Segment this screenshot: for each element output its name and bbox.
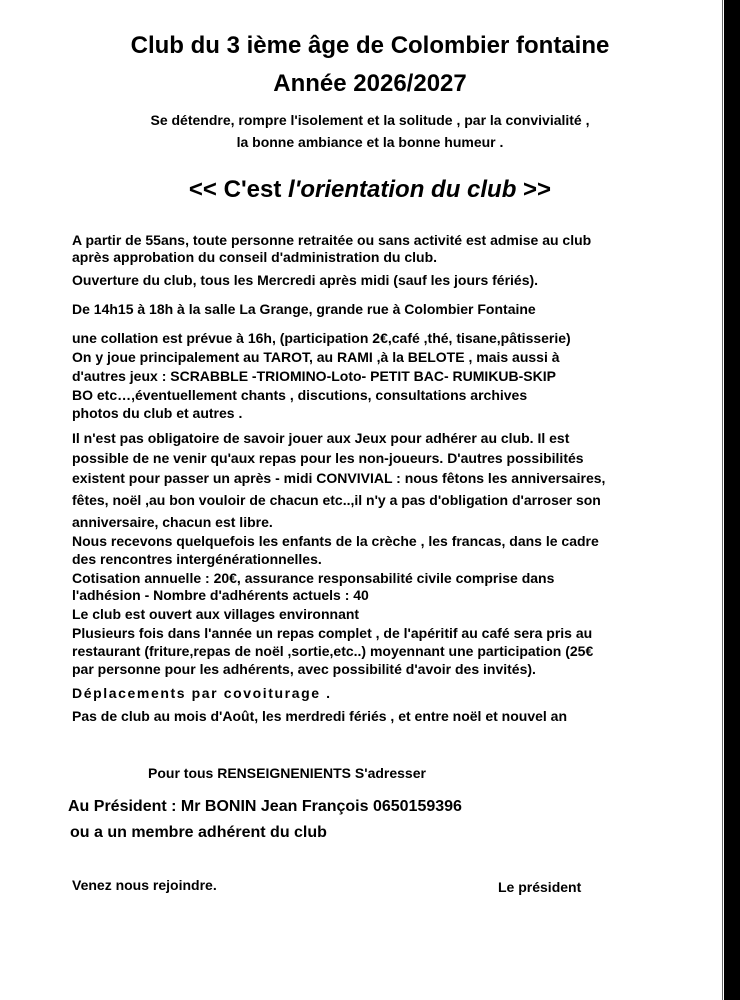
orientation-italic: l'orientation du club	[288, 176, 517, 203]
footer-invite: Venez nous rejoindre.	[72, 877, 217, 893]
scan-border	[724, 0, 740, 1000]
body-line: restaurant (friture,repas de noël ,sortie,etc..) moyennant une participation (25€	[72, 643, 594, 659]
body-line: fêtes, noël ,au bon vouloir de chacun etc..,il n'y a pas d'obligation d'arroser son	[72, 492, 601, 508]
body-line: Le club est ouvert aux villages environnant	[72, 606, 360, 622]
body-line: Il n'est pas obligatoire de savoir jouer aux Jeux pour adhérer au club. Il est	[72, 430, 570, 446]
page-subtitle-year: Année 2026/2027	[273, 70, 467, 97]
body-line: On y joue principalement au TAROT, au RAMI ,à la BELOTE , mais aussi à	[72, 349, 560, 365]
footer-signature: Le président	[498, 879, 582, 895]
contact-info-line: Pour tous RENSEIGNENIENTS S'adresser	[148, 765, 426, 781]
body-line: possible de ne venir qu'aux repas pour les non-joueurs. D'autres possibilités	[72, 450, 584, 466]
body-line: photos du club et autres .	[72, 405, 243, 421]
tagline-line-2: la bonne ambiance et la bonne humeur .	[236, 134, 504, 150]
president-contact: Au Président : Mr BONIN Jean François 0650159396	[68, 798, 462, 815]
body-line: Nous recevons quelquefois les enfants de la crèche , les francas, dans le cadre	[72, 533, 599, 549]
member-contact: ou a un membre adhérent du club	[70, 824, 327, 841]
body-line: A partir de 55ans, toute personne retraitée ou sans activité est admise au club	[72, 232, 592, 248]
body-line: De 14h15 à 18h à la salle La Grange, grande rue à Colombier Fontaine	[72, 301, 536, 317]
body-line: Déplacements par covoiturage .	[72, 685, 332, 701]
page-title: Club du 3 ième âge de Colombier fontaine	[130, 32, 610, 59]
body-line: anniversaire, chacun est libre.	[72, 514, 273, 530]
body-line: d'autres jeux : SCRABBLE -TRIOMINO-Loto- PETIT BAC- RUMIKUB-SKIP	[72, 368, 556, 384]
body-line: Pas de club au mois d'Août, les merdredi fériés , et entre noël et nouvel an	[72, 708, 568, 724]
body-line: l'adhésion - Nombre d'adhérents actuels : 40	[72, 587, 369, 603]
body-line: existent pour passer un après - midi CONVIVIAL : nous fêtons les anniversaires,	[72, 470, 606, 486]
tagline-line-1: Se détendre, rompre l'isolement et la solitude , par la convivialité ,	[150, 112, 590, 128]
body-line: une collation est prévue à 16h, (participation 2€,café ,thé, tisane,pâtisserie)	[72, 330, 571, 346]
orientation-open: << C'est	[188, 176, 288, 203]
orientation-close: >>	[516, 176, 552, 203]
body-line: par personne pour les adhérents, avec possibilité d'avoir des invités).	[72, 661, 536, 677]
scan-edge-line	[722, 0, 723, 1000]
body-line: BO etc…,éventuellement chants , discutions, consultations archives	[72, 387, 528, 403]
body-line: après approbation du conseil d'administration du club.	[72, 249, 438, 265]
orientation-heading	[0, 176, 740, 204]
body-line: Cotisation annuelle : 20€, assurance responsabilité civile comprise dans	[72, 570, 555, 586]
body-line: Plusieurs fois dans l'année un repas complet , de l'apéritif au café sera pris au	[72, 625, 593, 641]
body-line: des rencontres intergénérationnelles.	[72, 551, 322, 567]
body-line: Ouverture du club, tous les Mercredi après midi (sauf les jours fériés).	[72, 272, 539, 288]
